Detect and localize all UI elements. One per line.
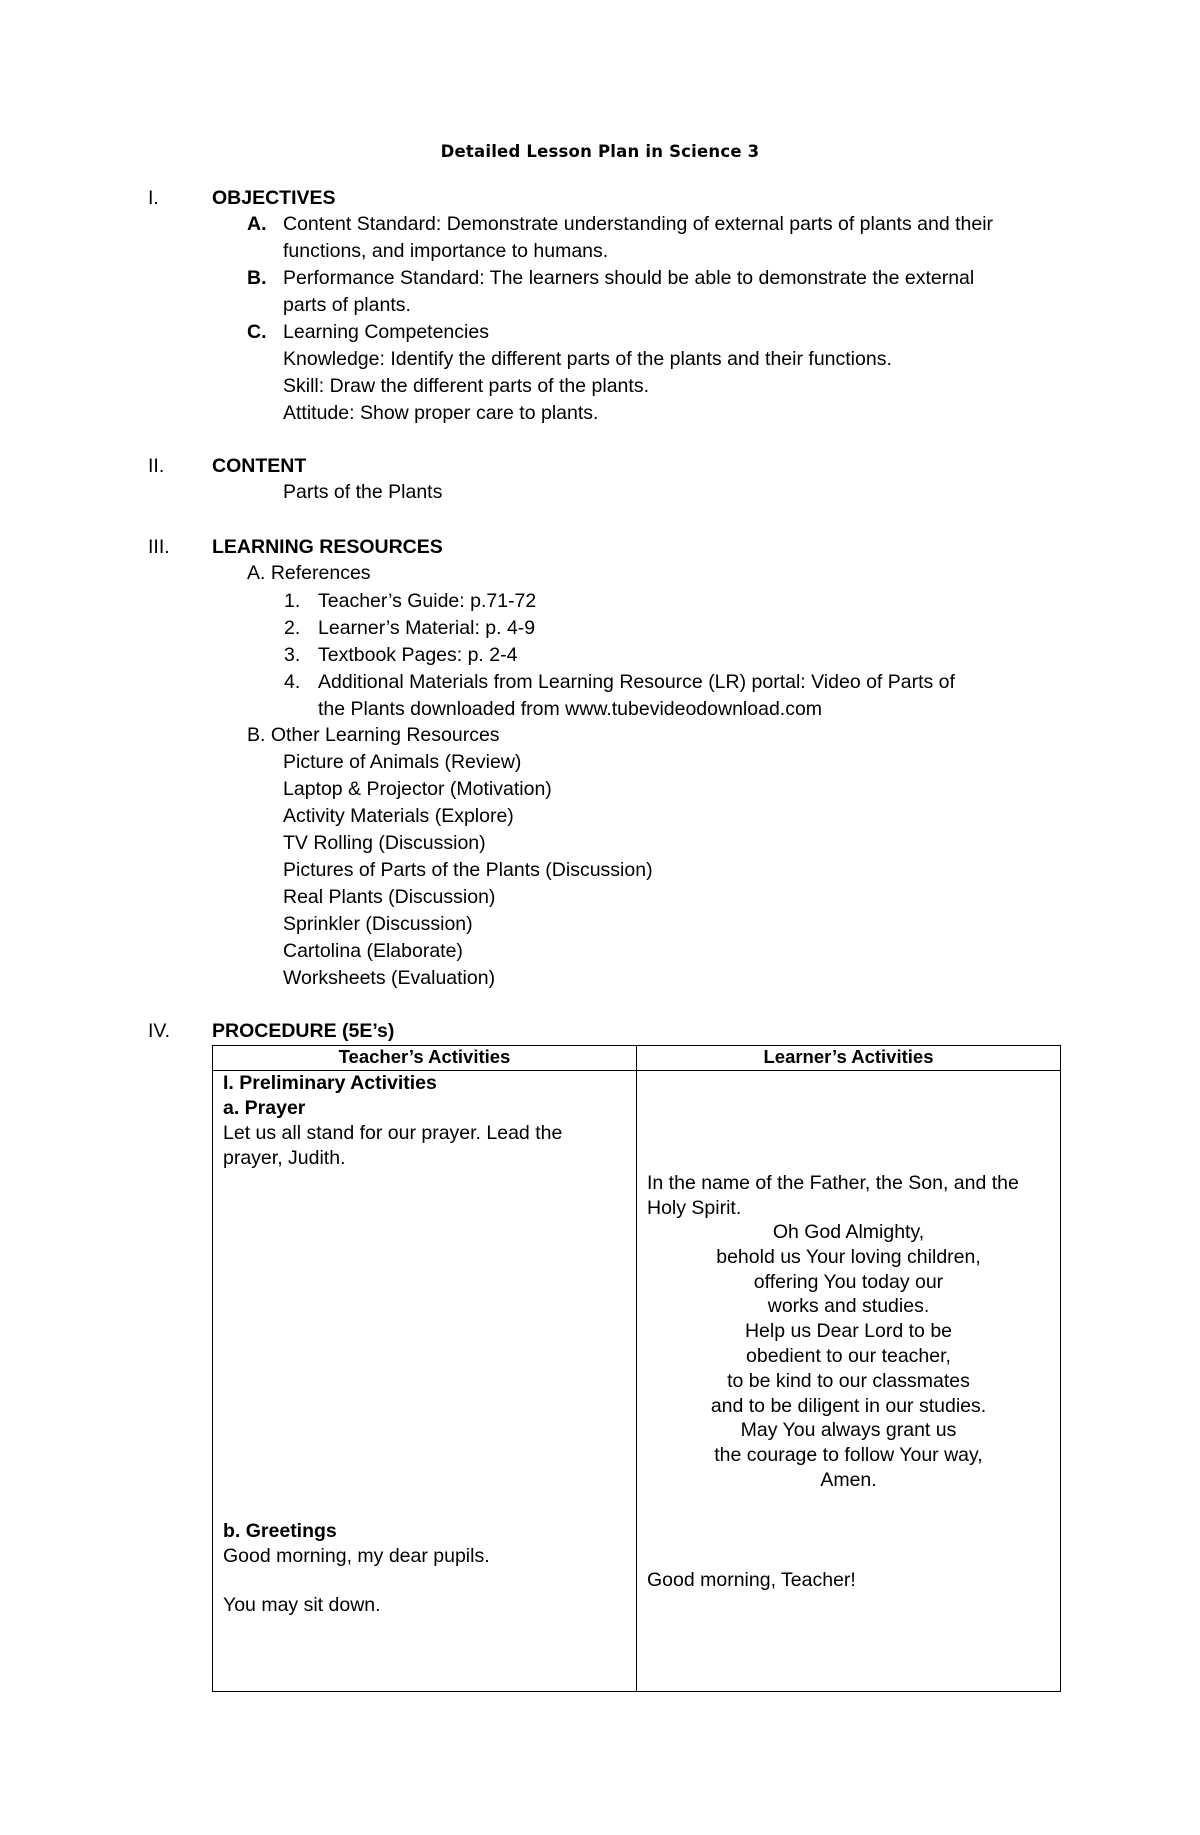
section-number-procedure: IV. <box>148 1020 171 1042</box>
prayer-line: the courage to follow Your way, <box>714 1444 983 1467</box>
column-header-learner: Learner’s Activities <box>637 1046 1061 1071</box>
content-text: Parts of the Plants <box>283 481 443 503</box>
other-resource-item: Pictures of Parts of the Plants (Discussion) <box>283 859 653 881</box>
teacher-greeting-line: Good morning, my dear pupils. <box>223 1545 490 1567</box>
learner-prayer-intro: In the name of the Father, the Son, and the <box>647 1172 1019 1194</box>
prayer-line: obedient to our teacher, <box>746 1344 951 1367</box>
other-resource-item: Cartolina (Elaborate) <box>283 940 463 962</box>
other-resources-label: B. Other Learning Resources <box>247 724 500 746</box>
prayer-line: to be kind to our classmates <box>727 1369 970 1392</box>
learner-activities-cell <box>637 1071 1061 1692</box>
teacher-greeting-line: You may sit down. <box>223 1594 381 1616</box>
section-heading-objectives: OBJECTIVES <box>212 187 336 209</box>
competency-knowledge: Knowledge: Identify the different parts of the plants and their functions. <box>283 348 892 370</box>
page-title: Detailed Lesson Plan in Science 3 <box>440 142 760 161</box>
objective-a-text-cont: functions, and importance to humans. <box>283 240 609 262</box>
reference-item: 4. Additional Materials from Learning Resource (LR) portal: Video of Parts of <box>284 671 955 693</box>
prayer-line: Amen. <box>820 1468 877 1491</box>
other-resource-item: Activity Materials (Explore) <box>283 805 514 827</box>
objective-b-text: Performance Standard: The learners should be able to demonstrate the external <box>283 267 975 289</box>
prayer-heading: a. Prayer <box>223 1097 306 1119</box>
learner-greeting: Good morning, Teacher! <box>647 1569 856 1591</box>
other-resource-item: Sprinkler (Discussion) <box>283 913 473 935</box>
objective-b-text-cont: parts of plants. <box>283 294 411 316</box>
objective-a-text: Content Standard: Demonstrate understanding of external parts of plants and their <box>283 213 994 235</box>
teacher-prayer-line: Let us all stand for our prayer. Lead the <box>223 1122 563 1144</box>
prayer-line: offering You today our <box>753 1270 944 1293</box>
reference-item-cont: the Plants downloaded from www.tubevideodownload.com <box>318 698 823 720</box>
procedure-table <box>212 1045 1061 1692</box>
prayer-line: works and studies. <box>767 1295 930 1318</box>
prayer-text <box>637 1220 1060 1493</box>
objective-b-letter: B. <box>247 267 267 289</box>
prayer-line: behold us Your loving children, <box>716 1245 981 1268</box>
section-number-resources: III. <box>148 536 170 558</box>
prayer-line: Oh God Almighty, <box>772 1221 925 1243</box>
objective-c-letter: C. <box>247 321 267 343</box>
competency-skill: Skill: Draw the different parts of the plants. <box>283 375 649 397</box>
other-resource-item: Worksheets (Evaluation) <box>283 967 496 989</box>
reference-item: 2. Learner’s Material: p. 4-9 <box>284 617 536 639</box>
objective-a-letter: A. <box>247 213 267 235</box>
section-heading-content: CONTENT <box>212 455 307 477</box>
preliminary-activities-heading: I. Preliminary Activities <box>223 1072 437 1094</box>
references-label: A. References <box>247 562 371 584</box>
learner-prayer-intro: Holy Spirit. <box>647 1197 742 1219</box>
objective-c-text: Learning Competencies <box>283 321 489 343</box>
other-resource-item: Real Plants (Discussion) <box>283 886 496 908</box>
section-heading-resources: LEARNING RESOURCES <box>212 536 443 558</box>
section-number-content: II. <box>148 455 165 477</box>
table-row <box>213 1071 1061 1692</box>
teacher-prayer-line: prayer, Judith. <box>223 1147 346 1169</box>
section-number-objectives: I. <box>148 187 159 209</box>
prayer-line: and to be diligent in our studies. <box>710 1394 987 1417</box>
reference-item: 1. Teacher’s Guide: p.71-72 <box>284 590 537 612</box>
prayer-line: May You always grant us <box>740 1419 957 1442</box>
other-resource-item: Laptop & Projector (Motivation) <box>283 778 552 800</box>
section-heading-procedure: PROCEDURE (5E’s) <box>212 1020 395 1042</box>
competency-attitude: Attitude: Show proper care to plants. <box>283 402 599 424</box>
greetings-heading: b. Greetings <box>223 1520 337 1542</box>
other-resource-item: TV Rolling (Discussion) <box>283 832 486 854</box>
column-header-teacher: Teacher’s Activities <box>213 1046 637 1071</box>
prayer-line: Help us Dear Lord to be <box>744 1320 953 1343</box>
teacher-activities-cell <box>213 1071 637 1692</box>
other-resource-item: Picture of Animals (Review) <box>283 751 522 773</box>
reference-item: 3. Textbook Pages: p. 2-4 <box>284 644 518 666</box>
